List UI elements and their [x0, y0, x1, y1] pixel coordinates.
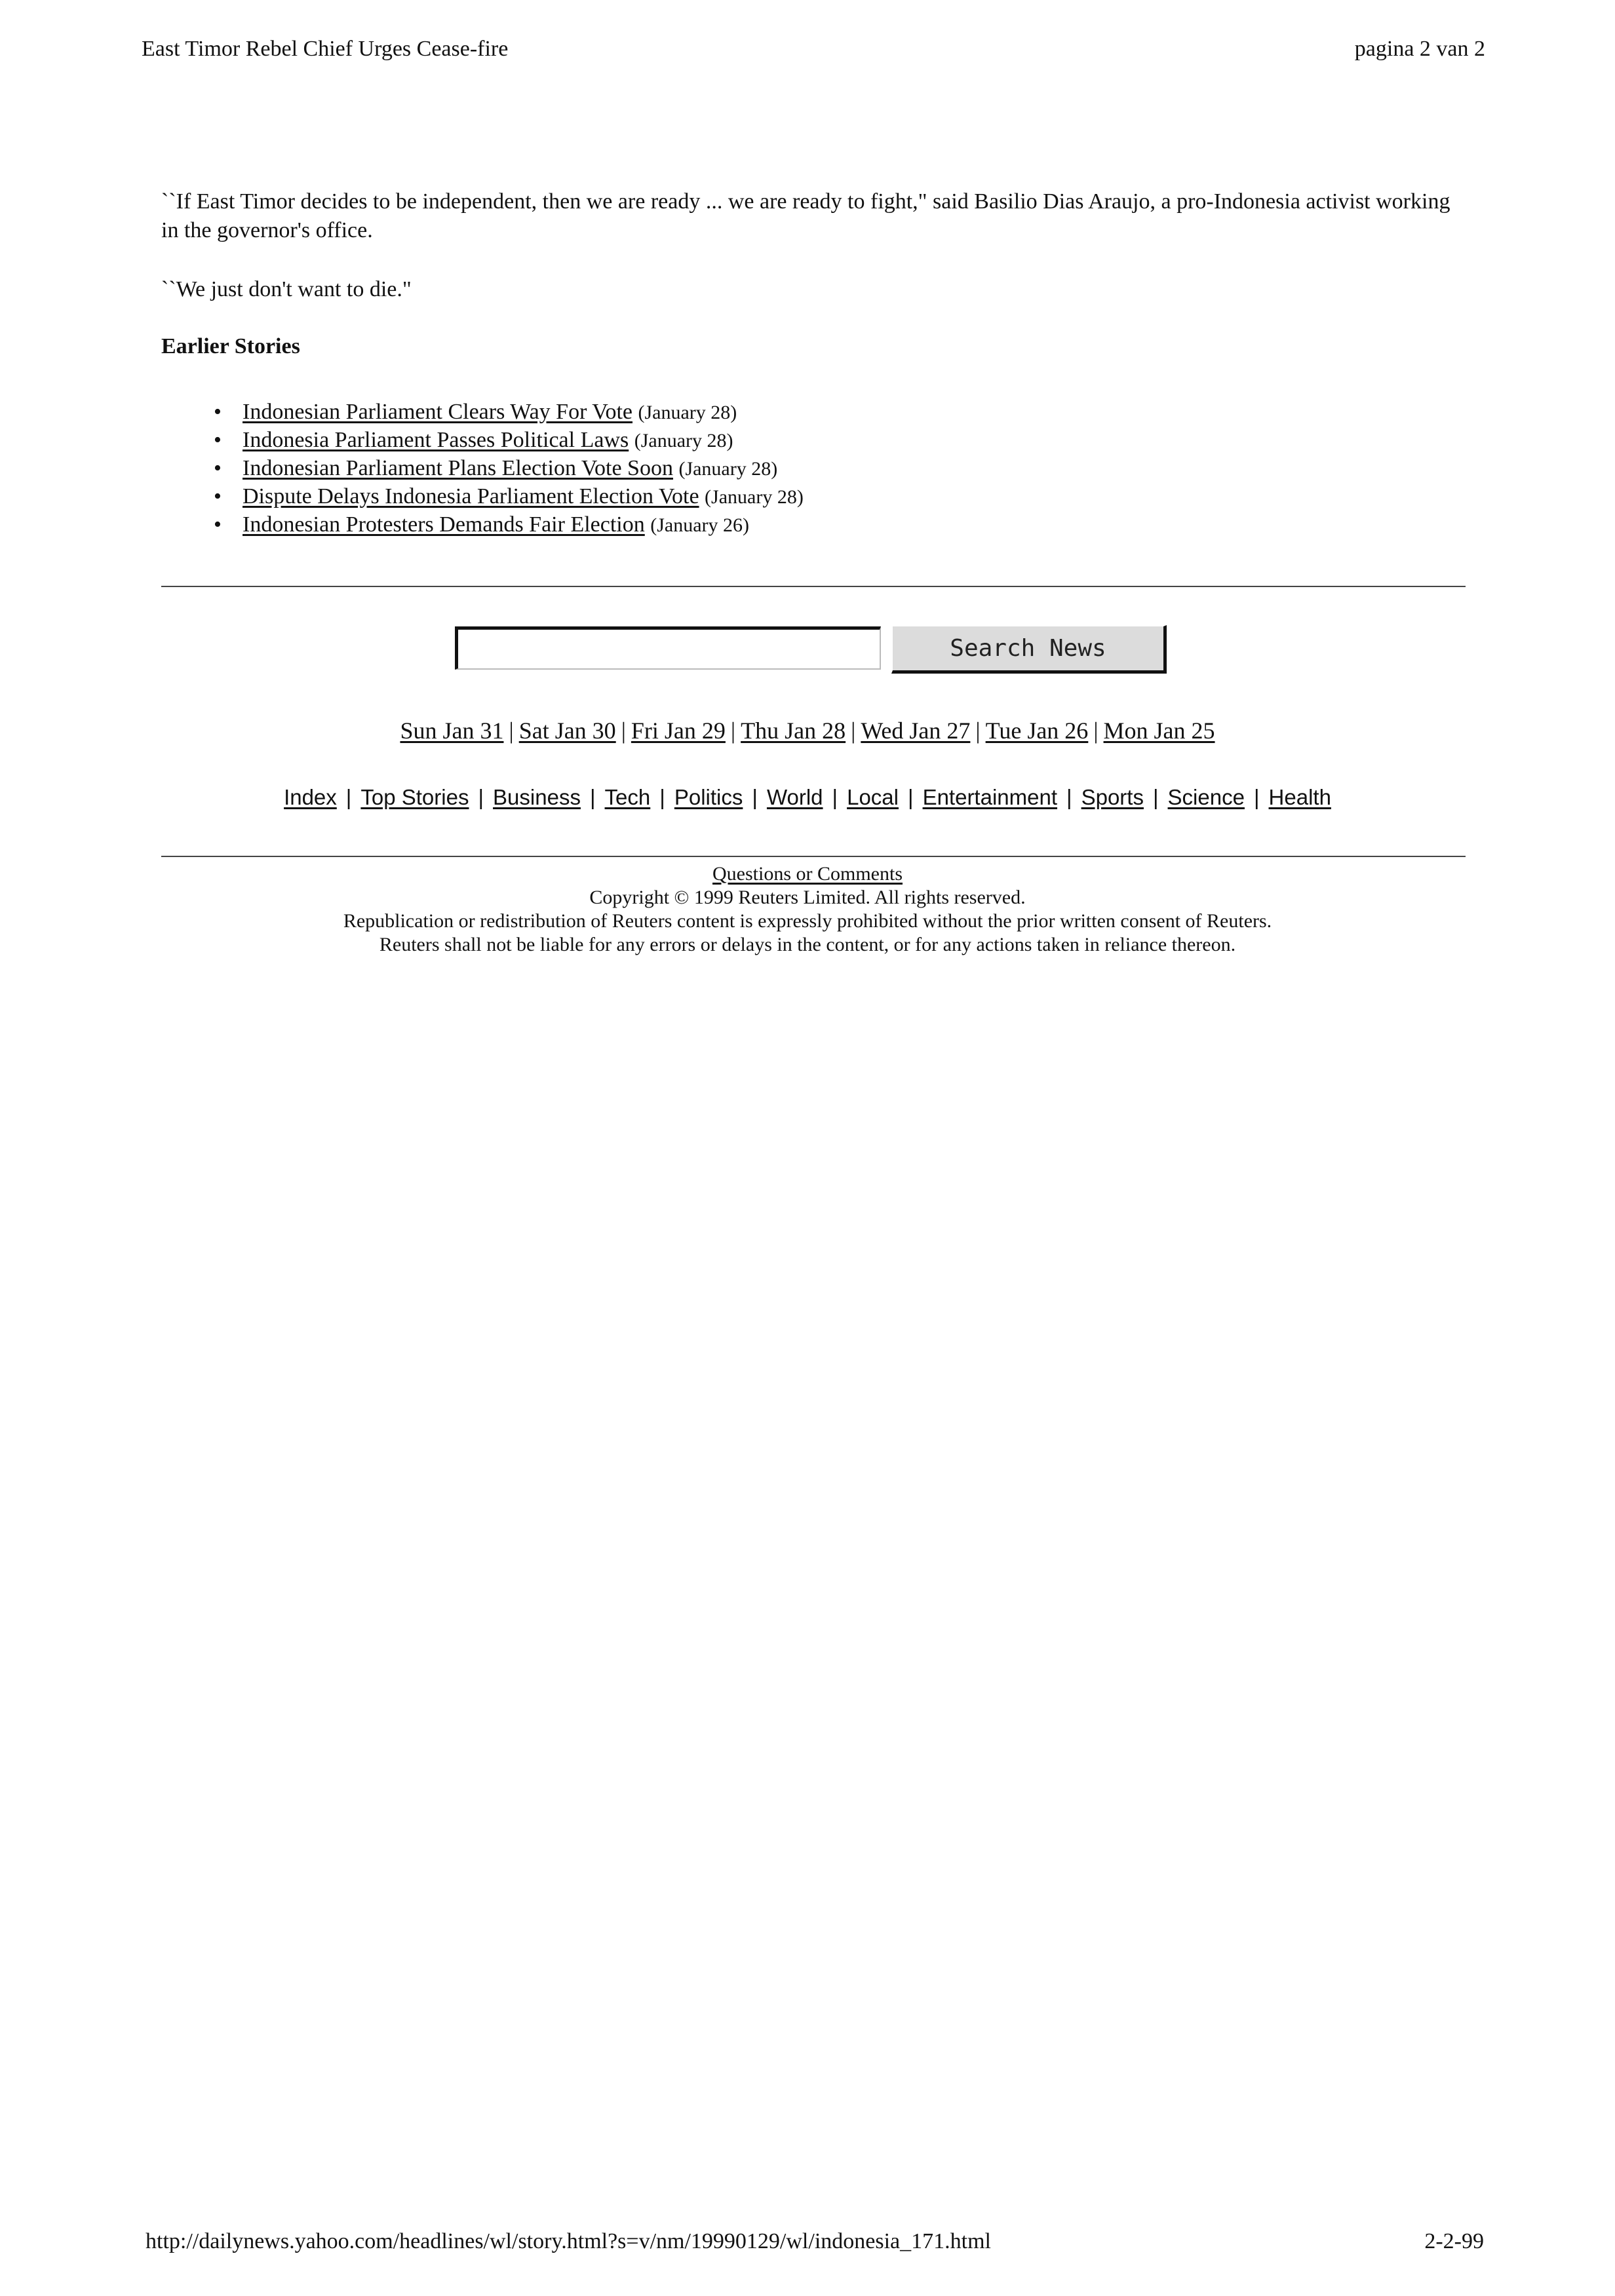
section-link-health[interactable]: Health — [1268, 785, 1331, 809]
print-header-title: East Timor Rebel Chief Urges Cease-fire — [142, 37, 509, 61]
list-item — [214, 511, 1466, 539]
earlier-stories-heading: Earlier Stories — [161, 334, 300, 358]
print-page-number: pagina 2 van 2 — [1354, 37, 1485, 61]
section-link-science[interactable]: Science — [1167, 785, 1245, 809]
separator: | — [1152, 785, 1159, 809]
bullet-icon: • — [214, 400, 222, 424]
copyright-text: Copyright © 1999 Reuters Limited. All rights reserved. — [589, 887, 1026, 908]
list-item — [214, 455, 1466, 483]
section-nav — [0, 785, 1615, 810]
page-footer — [0, 862, 1615, 957]
story-date: (January 28) — [634, 430, 733, 451]
separator: | — [1066, 785, 1072, 809]
divider — [161, 856, 1466, 857]
date-link[interactable]: Tue Jan 26 — [985, 718, 1089, 744]
bullet-icon: • — [214, 484, 222, 508]
separator: | — [752, 785, 758, 809]
liability-notice: Reuters shall not be liable for any errors or delays in the content, or for any actions taken in reliance thereon. — [379, 934, 1236, 955]
article-paragraph: ``We just don't want to die." — [161, 277, 412, 301]
section-link-world[interactable]: World — [766, 785, 823, 809]
separator: | — [832, 785, 838, 809]
separator: | — [907, 785, 914, 809]
section-link-entertainment[interactable]: Entertainment — [922, 785, 1058, 809]
separator: | — [478, 785, 484, 809]
story-date: (January 28) — [678, 458, 778, 480]
article-paragraph: ``If East Timor decides to be independent, then we are ready ... we are ready to fight," said Basilio Dias Araujo, a pro-Indonesia activist working in the governor's office. — [161, 189, 1450, 242]
bullet-icon: • — [214, 512, 222, 537]
section-link-sports[interactable]: Sports — [1081, 785, 1144, 809]
separator: | — [589, 785, 596, 809]
search-news-button[interactable]: Search News — [891, 625, 1167, 674]
print-footer-url: http://dailynews.yahoo.com/headlines/wl/story.html?s=v/nm/19990129/wl/indonesia_171.html — [146, 2229, 991, 2253]
separator: | — [621, 718, 626, 744]
earlier-stories-list — [161, 398, 1466, 539]
section-link-politics[interactable]: Politics — [674, 785, 743, 809]
story-link[interactable]: Indonesia Parliament Passes Political Laws — [243, 428, 629, 452]
divider — [161, 586, 1466, 587]
section-link-top-stories[interactable]: Top Stories — [360, 785, 469, 809]
separator: | — [975, 718, 981, 744]
story-link[interactable]: Indonesian Protesters Demands Fair Election — [243, 512, 645, 537]
date-link[interactable]: Sat Jan 30 — [518, 718, 616, 744]
bullet-icon: • — [214, 456, 222, 480]
date-link[interactable]: Thu Jan 28 — [741, 718, 846, 744]
date-link[interactable]: Wed Jan 27 — [861, 718, 971, 744]
date-link[interactable]: Sun Jan 31 — [400, 718, 504, 744]
section-link-index[interactable]: Index — [284, 785, 337, 809]
story-date: (January 28) — [638, 402, 737, 423]
section-link-local[interactable]: Local — [847, 785, 899, 809]
print-footer-date: 2-2-99 — [1424, 2229, 1484, 2253]
list-item — [214, 427, 1466, 455]
separator: | — [509, 718, 514, 744]
list-item — [214, 483, 1466, 511]
story-link[interactable]: Dispute Delays Indonesia Parliament Election Vote — [243, 484, 699, 508]
separator: | — [345, 785, 352, 809]
questions-link[interactable]: Questions or Comments — [712, 863, 903, 885]
story-date: (January 28) — [705, 486, 804, 508]
separator: | — [851, 718, 856, 744]
section-link-tech[interactable]: Tech — [604, 785, 651, 809]
article-body — [161, 187, 1466, 539]
separator: | — [1093, 718, 1099, 744]
story-link[interactable]: Indonesian Parliament Clears Way For Vote — [243, 400, 632, 424]
story-date: (January 26) — [650, 514, 750, 536]
search-input[interactable] — [455, 626, 881, 670]
date-nav — [0, 717, 1615, 744]
list-item — [214, 398, 1466, 427]
separator: | — [1253, 785, 1260, 809]
date-link[interactable]: Fri Jan 29 — [631, 718, 726, 744]
section-link-business[interactable]: Business — [493, 785, 581, 809]
bullet-icon: • — [214, 428, 222, 452]
separator: | — [730, 718, 736, 744]
story-link[interactable]: Indonesian Parliament Plans Election Vote Soon — [243, 456, 673, 480]
separator: | — [659, 785, 665, 809]
date-link[interactable]: Mon Jan 25 — [1103, 718, 1215, 744]
republication-notice: Republication or redistribution of Reuters content is expressly prohibited without the prior written consent of Reuters. — [343, 910, 1272, 932]
